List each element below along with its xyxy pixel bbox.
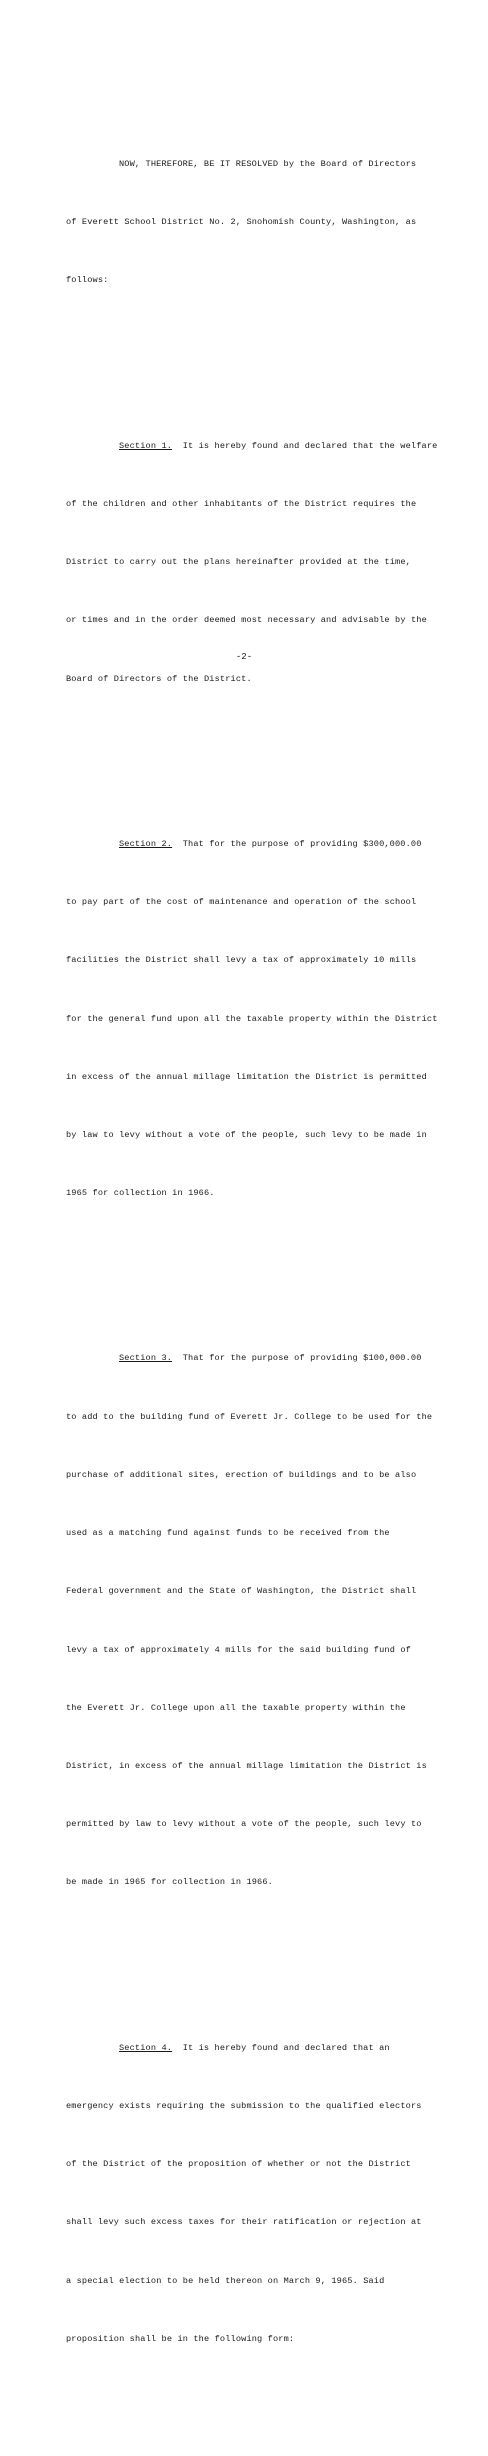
text-line: for the general fund upon all the taxable property within the District: [66, 1013, 438, 1024]
section-3-paragraph: [66, 1311, 448, 1932]
text-line: purchase of additional sites, erection of buildings and to be also: [66, 1469, 417, 1480]
text-line: in excess of the annual millage limitation the District is permitted: [66, 1071, 427, 1082]
text-line: permitted by law to levy without a vote of the people, such levy to: [66, 1819, 422, 1830]
text-line: Section 1. It is hereby found and declared that the welfare: [119, 440, 438, 451]
section-1-label: Section 1.: [119, 440, 173, 451]
text-line: to pay part of the cost of maintenance and operation of the school: [66, 897, 417, 908]
section-4-label: Section 4.: [119, 2042, 173, 2053]
text-line: a special election to be held thereon on March 9, 1965. Said: [66, 2275, 385, 2286]
text-line: the Everett Jr. College upon all the taxable property within the: [66, 1702, 406, 1713]
text-line: Section 3. That for the purpose of providing $100,000.00: [119, 1353, 422, 1364]
text-line: emergency exists requiring the submission to the qualified electors: [66, 2100, 422, 2111]
section-4-paragraph: [66, 2000, 448, 2388]
text-line: follows:: [66, 275, 109, 286]
text-line: NOW, THEREFORE, BE IT RESOLVED by the Board of Directors: [119, 159, 417, 170]
text-line: Section 4. It is hereby found and declared that an: [119, 2042, 390, 2053]
section-1-paragraph: [66, 398, 448, 728]
text-line: of the children and other inhabitants of the District requires the: [66, 498, 417, 509]
text-line: be made in 1965 for collection in 1966.: [66, 1877, 273, 1888]
text-line: by law to levy without a vote of the people, such levy to be made in: [66, 1129, 427, 1140]
section-2-label: Section 2.: [119, 838, 173, 849]
text-line: District to carry out the plans hereinafter provided at the time,: [66, 557, 411, 568]
text-line: 1965 for collection in 1966.: [66, 1188, 215, 1199]
text-line: District, in excess of the annual millage limitation the District is: [66, 1760, 427, 1771]
text-line: facilities the District shall levy a tax of approximately 10 mills: [66, 955, 417, 966]
text-line: Federal government and the State of Washington, the District shall: [66, 1586, 417, 1597]
text-line: Section 2. That for the purpose of providing $300,000.00: [119, 838, 422, 849]
text-line: of Everett School District No. 2, Snohomish County, Washington, as: [66, 217, 417, 228]
text-line: of the District of the proposition of whether or not the District: [66, 2159, 411, 2170]
text-line: or times and in the order deemed most necessary and advisable by the: [66, 615, 427, 626]
text-line: shall levy such excess taxes for their ratification or rejection at: [66, 2217, 422, 2228]
text-line: Board of Directors of the District.: [66, 673, 252, 684]
page-number: -2-: [235, 652, 253, 662]
text-line: to add to the building fund of Everett Jr. College to be used for the: [66, 1411, 433, 1422]
text-line: levy a tax of approximately 4 mills for the said building fund of: [66, 1644, 411, 1655]
preamble-paragraph: [66, 116, 448, 329]
section-2-paragraph: [66, 796, 448, 1242]
text-line: used as a matching fund against funds to be received from the: [66, 1528, 390, 1539]
text-line: proposition shall be in the following form:: [66, 2333, 295, 2344]
section-3-label: Section 3.: [119, 1353, 173, 1364]
resolution-body: [66, 58, 448, 2456]
